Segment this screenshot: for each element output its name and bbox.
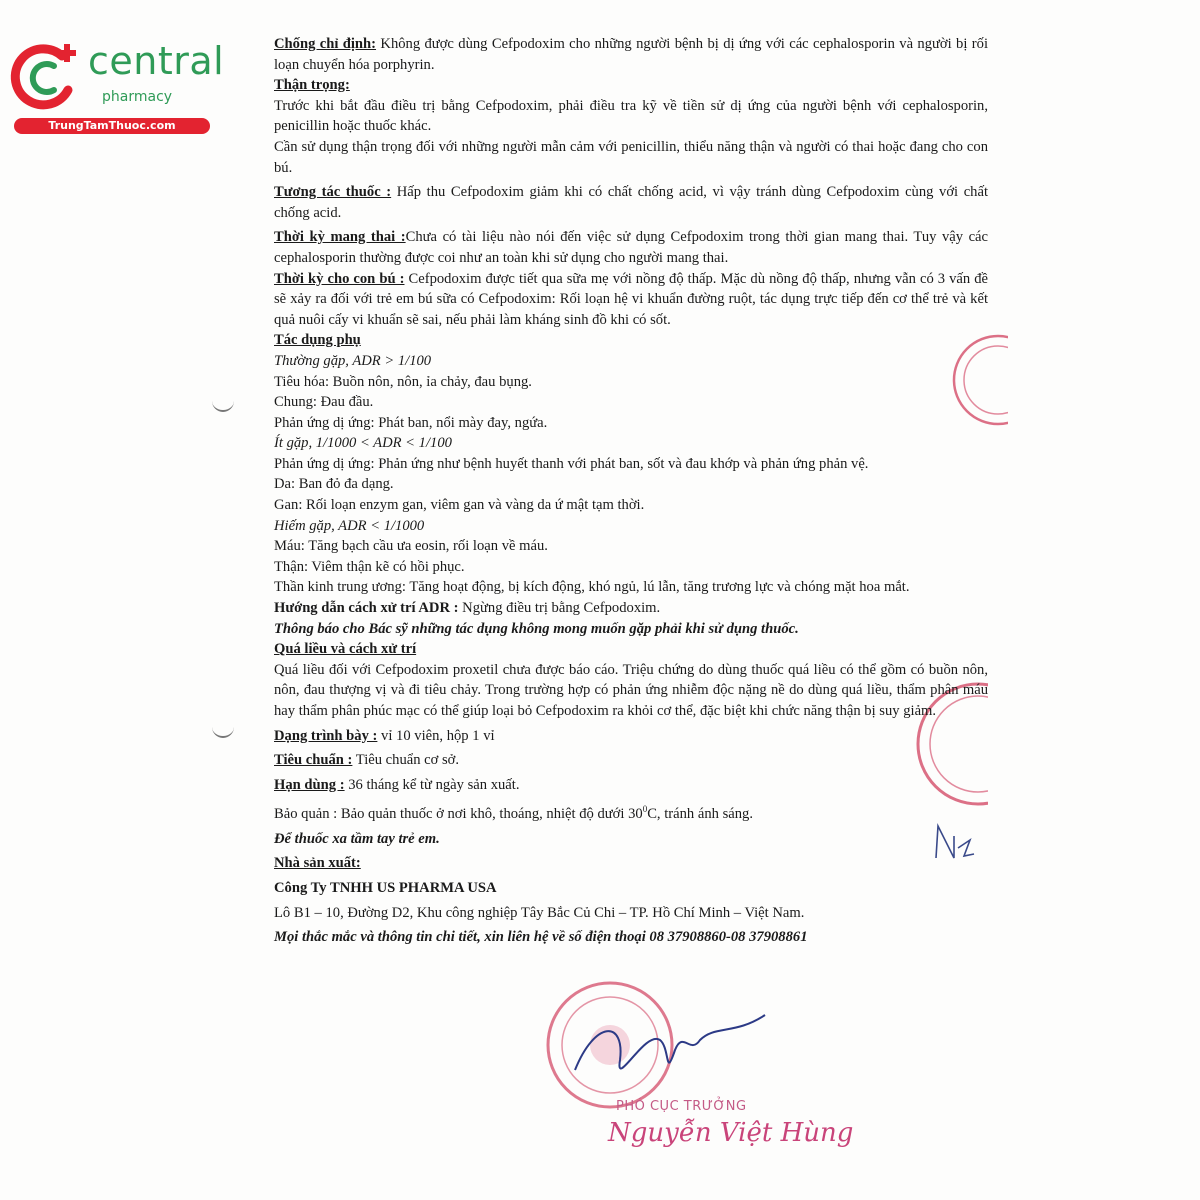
paragraph: Chung: Đau đầu.: [274, 394, 374, 411]
drug-interactions-heading: Tương tác thuốc :: [274, 184, 392, 201]
contact-info: Mọi thắc mắc và thông tin chi tiết, xin liên hệ về số điện thoại 08 37908860-08 37908861: [274, 929, 808, 946]
shelf-life-text: 36 tháng kể từ ngày sản xuất.: [344, 776, 520, 793]
paragraph: Trước khi bắt đầu điều trị bằng Cefpodoxim, phải điều tra kỹ về tiền sử dị ứng của người bệnh với cephalosporin, penicillin hoặc thuốc khác.: [274, 97, 988, 135]
lactation-heading: Thời kỳ cho con bú :: [274, 270, 405, 287]
manufacturer-name: Công Ty TNHH US PHARMA USA: [274, 880, 497, 897]
pregnancy-heading: Thời kỳ mang thai :: [274, 229, 406, 246]
standard-text: Tiêu chuẩn cơ sở.: [352, 752, 460, 769]
pregnancy-text: Chưa có tài liệu nào nói đến việc sử dụng Cefpodoxim trong thời gian mang thai. Tuy vậy các cephalosporin thường được coi như an toàn khi sử dụng cho người mang thai.: [274, 229, 989, 266]
keep-away-notice: Để thuốc xa tầm tay trẻ em.: [274, 830, 440, 847]
precautions-heading: Thận trọng:: [274, 77, 350, 94]
paragraph: Thần kinh trung ương: Tăng hoạt động, bị kích động, khó ngủ, lú lẫn, tăng trương lực và chóng mặt hoa mắt.: [274, 579, 910, 596]
doctor-notice: Thông báo cho Bác sỹ những tác dụng không mong muốn gặp phải khi sử dụng thuốc.: [274, 620, 799, 637]
pregnancy: [274, 227, 988, 268]
paragraph: Thận: Viêm thận kẽ có hồi phục.: [274, 558, 465, 575]
storage: [274, 799, 988, 824]
dosage-form-heading: Dạng trình bày :: [274, 727, 378, 744]
paragraph: Cần sử dụng thận trọng đối với những người mẫn cảm với penicillin, thiểu năng thận và người có thai hoặc đang cho con bú.: [274, 138, 988, 176]
paragraph: Tiêu hóa: Buồn nôn, nôn, ỉa chảy, đau bụng.: [274, 373, 532, 390]
binder-hole-bottom: [212, 724, 234, 738]
drug-interactions: [274, 182, 988, 223]
side-effects-heading: Tác dụng phụ: [274, 332, 361, 349]
pharmacy-cross-icon: [10, 38, 86, 114]
contraindications: [274, 34, 988, 75]
leaflet-text: [274, 34, 988, 948]
adr-guidance: [274, 598, 988, 619]
manufacturer-address: Lô B1 – 10, Đường D2, Khu công nghiệp Tây Bắc Củ Chi – TP. Hồ Chí Minh – Việt Nam.: [274, 904, 805, 921]
lactation: [274, 269, 988, 331]
shelf-life-heading: Hạn dùng :: [274, 776, 345, 793]
frequency-label: Ít gặp, 1/1000 < ADR < 1/100: [274, 435, 452, 452]
brand-website-link[interactable]: TrungTamThuoc.com: [14, 118, 210, 134]
binder-hole-top: [212, 398, 234, 412]
signer-name: Nguyễn Việt Hùng: [608, 1118, 854, 1148]
signature-mark: [565, 1010, 795, 1100]
paragraph: Gan: Rối loạn enzym gan, viêm gan và vàng da ứ mật tạm thời.: [274, 497, 645, 514]
drug-interactions-text: Hấp thu Cefpodoxim giảm khi có chất chống acid, vì vậy tránh dùng Cefpodoxim cùng với chất chống acid.: [274, 184, 989, 221]
adr-guidance-heading: Hướng dẫn cách xử trí ADR :: [274, 600, 459, 617]
lactation-text: Cefpodoxim được tiết qua sữa mẹ với nồng độ thấp. Mặc dù nồng độ thấp, nhưng vẫn có 3 vấn đề sẽ xảy ra đối với trẻ em bú sữa có Cefpodoxim: Rối loạn hệ vi khuẩn đường ruột, tác dụng trực tiếp đến cơ thể trẻ và kết quả nuôi cấy vi khuẩn sẽ sai, nếu phải làm kháng sinh đồ khi có sốt.: [274, 270, 988, 328]
paragraph: Da: Ban đỏ đa dạng.: [274, 476, 394, 493]
adr-guidance-text: Ngừng điều trị bằng Cefpodoxim.: [458, 600, 661, 617]
dosage-form-text: vỉ 10 viên, hộp 1 vỉ: [377, 727, 495, 744]
paragraph: Máu: Tăng bạch cầu ưa eosin, rối loạn về máu.: [274, 538, 548, 555]
storage-text-b: C, tránh ánh sáng.: [647, 806, 753, 823]
dosage-form: [274, 726, 988, 747]
contraindications-text: Không được dùng Cefpodoxim cho những người bệnh bị dị ứng với các cephalosporin và người bị rối loạn chuyển hóa porphyrin.: [274, 36, 988, 73]
brand-subtitle: pharmacy: [102, 89, 173, 105]
overdose-heading: Quá liều và cách xử trí: [274, 641, 417, 658]
storage-text-a: Bảo quản : Bảo quản thuốc ở nơi khô, thoáng, nhiệt độ dưới 30: [274, 806, 643, 823]
manufacturer-heading: Nhà sản xuất:: [274, 855, 361, 872]
signer-title: PHÓ CỤC TRƯỞNG: [616, 1099, 747, 1114]
standard-heading: Tiêu chuẩn :: [274, 752, 353, 769]
shelf-life: [274, 775, 988, 796]
contraindications-heading: Chống chỉ định:: [274, 36, 377, 52]
frequency-label: Hiếm gặp, ADR < 1/1000: [274, 517, 425, 534]
paragraph: Phản ứng dị ứng: Phát ban, nổi mày đay, ngứa.: [274, 414, 548, 431]
frequency-label: Thường gặp, ADR > 1/100: [274, 352, 432, 369]
paragraph: Quá liều đối với Cefpodoxim proxetil chưa được báo cáo. Triệu chứng do dùng thuốc quá liều có thể gồm có buồn nôn, nôn, đau thượng vị và đi tiêu chảy. Trong trường hợp có phản ứng nhiễm độc nặng nề do dùng quá liều, thẩm phân máu hay thẩm phân phúc mạc có thể giúp loại bỏ Cefpodoxim ra khỏi cơ thể, đặc biệt khi chức năng thận bị suy giảm.: [274, 661, 988, 719]
brand-name: central: [88, 39, 225, 83]
standard: [274, 750, 988, 771]
paragraph: Phản ứng dị ứng: Phản ứng như bệnh huyết thanh với phát ban, sốt và đau khớp và phản ứng phản vệ.: [274, 455, 869, 472]
storage-superscript: 0: [642, 804, 648, 815]
central-pharmacy-logo[interactable]: [10, 38, 225, 138]
